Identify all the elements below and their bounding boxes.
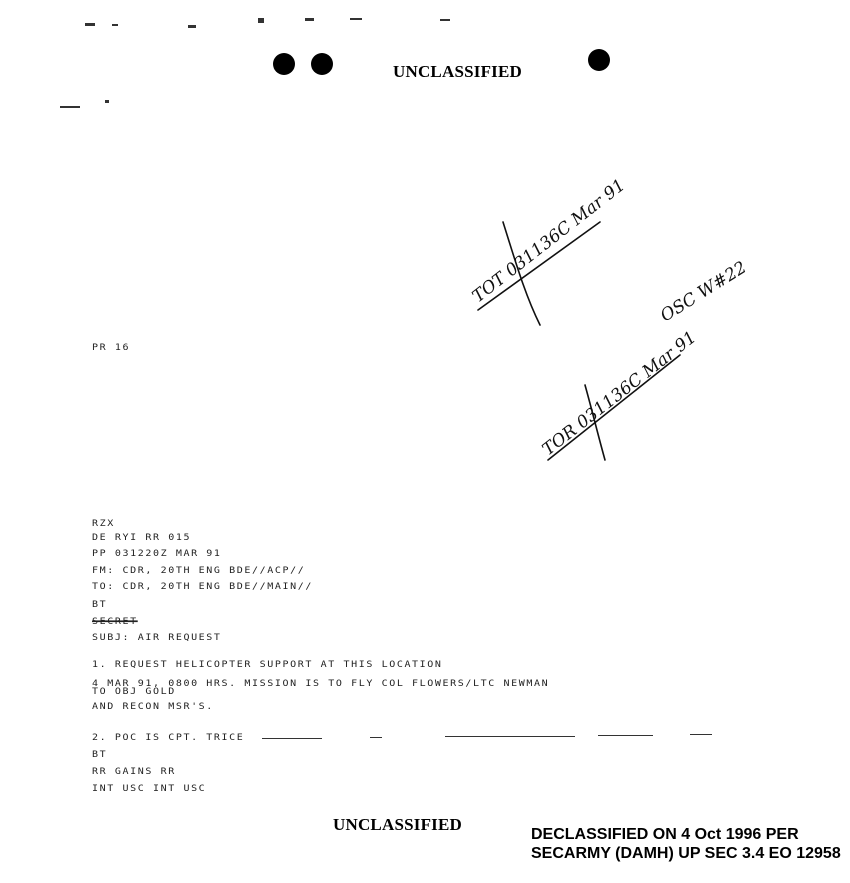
para1-line: AND RECON MSR'S. (92, 702, 214, 712)
message-line: TO: CDR, 20TH ENG BDE//MAIN// (92, 582, 313, 592)
handwritten-note-3: TOR 031136C Mar 91 (538, 327, 701, 460)
para1-line: 1. REQUEST HELICOPTER SUPPORT AT THIS LOCATION (92, 660, 443, 670)
closing-line: INT USC INT USC (92, 784, 207, 794)
closing-line: RR GAINS RR (92, 767, 176, 777)
para2-line: 2. POC IS CPT. TRICE (92, 733, 245, 743)
message-subject: SUBJ: AIR REQUEST (92, 633, 222, 643)
closing-line: BT (92, 750, 108, 760)
message-line: RZX (92, 519, 115, 529)
message-line: DE RYI RR 015 (92, 533, 192, 543)
header-classification: UNCLASSIFIED (393, 62, 522, 81)
scan-noise (262, 738, 322, 739)
scan-noise (370, 737, 382, 738)
handwritten-note-2: OSC W#22 (657, 257, 751, 327)
message-line-struck: SECRET (92, 617, 138, 627)
priority-tag: PR 16 (92, 343, 131, 353)
scan-noise (598, 735, 653, 736)
para1-line: 4 MAR 91, 0800 HRS. MISSION IS TO FLY COL FLOWERS/LTC NEWMAN (92, 679, 550, 689)
scan-noise (690, 734, 712, 735)
handwritten-note-1: TOT 031136C Mar 91 (468, 175, 630, 307)
message-line: FM: CDR, 20TH ENG BDE//ACP// (92, 566, 306, 576)
declassification-stamp: DECLASSIFIED ON 4 Oct 1996 PER SECARMY (DAMH) UP SEC 3.4 EO 12958 (531, 826, 841, 862)
message-line: BT (92, 600, 108, 610)
para1-line: TO OBJ GOLD (92, 687, 176, 697)
scan-noise (445, 736, 575, 737)
footer-classification: UNCLASSIFIED (333, 815, 462, 834)
message-line: PP 031220Z MAR 91 (92, 549, 222, 559)
